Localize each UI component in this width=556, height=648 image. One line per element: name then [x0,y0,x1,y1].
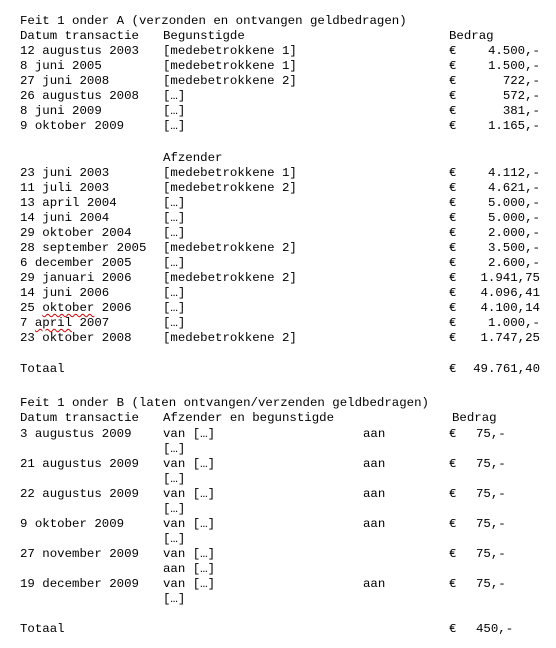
currency-symbol: € [449,44,457,58]
column-header-date: Datum transactie [20,29,139,43]
currency-symbol: € [449,316,457,330]
currency-symbol: € [449,89,457,103]
currency-symbol: € [449,211,457,225]
row-party: […] [163,301,186,315]
column-header-beneficiary: Begunstigde [163,29,245,43]
total-label-a: Totaal [20,362,65,376]
row-party: […] [163,316,186,330]
row-second-line: […] [163,592,186,606]
row-from: van […] [163,427,216,441]
row-party: [medebetrokkene 2] [163,271,297,285]
row-date: 19 december 2009 [20,577,139,591]
row-amount: 2.000,- [487,226,540,240]
row-party: […] [163,226,186,240]
row-party: [medebetrokkene 2] [163,181,297,195]
row-date-year: 2006 [94,301,132,315]
row-date: 9 oktober 2009 [20,119,125,133]
row-date: 6 december 2005 [20,256,132,270]
row-party: […] [163,119,186,133]
spellcheck-marked-word: april [34,316,73,330]
total-amount-a: 49.761,40 [473,362,540,376]
row-date: 11 juli 2003 [20,181,110,195]
section-a-title: Feit 1 onder A (verzonden en ontvangen geldbedragen) [20,14,407,28]
section-b-title: Feit 1 onder B (laten ontvangen/verzenden geldbedragen) [20,396,429,410]
sender-header: Afzender [163,151,223,165]
row-to-label: aan [363,487,386,501]
row-amount: 722,- [502,74,540,88]
row-from: van […] [163,547,216,561]
row-date: 14 juni 2004 [20,211,110,225]
row-date: 12 augustus 2003 [20,44,139,58]
row-amount: 1.500,- [487,59,540,73]
row-to-label: aan [363,577,386,591]
row-from: van […] [163,517,216,531]
row-amount: 1.747,25 [480,331,540,345]
row-date: 27 november 2009 [20,547,139,561]
currency-symbol: € [449,577,457,591]
currency-symbol: € [449,104,457,118]
row-second-line: […] [163,472,186,486]
row-amount: 381,- [502,104,540,118]
row-amount: 75,- [476,517,506,531]
row-party: […] [163,256,186,270]
column-header-parties-b: Afzender en begunstigde [163,411,335,425]
row-date [20,316,109,331]
row-amount: 5.000,- [487,196,540,210]
row-to-label: aan [363,427,386,441]
currency-symbol: € [449,487,457,501]
currency-symbol: € [449,74,457,88]
currency-symbol: € [449,271,457,285]
currency-symbol: € [449,622,457,636]
currency-symbol: € [449,286,457,300]
currency-symbol: € [449,331,457,345]
row-amount: 75,- [476,427,506,441]
row-party: […] [163,104,186,118]
currency-symbol: € [449,362,457,376]
row-date: 23 juni 2003 [20,166,110,180]
currency-symbol: € [449,196,457,210]
row-from: van […] [163,487,216,501]
row-date: 23 oktober 2008 [20,331,132,345]
row-date: 22 augustus 2009 [20,487,139,501]
row-date-year: 2007 [72,316,110,330]
row-party: [medebetrokkene 1] [163,166,297,180]
row-amount: 4.621,- [487,181,540,195]
currency-symbol: € [449,427,457,441]
row-party: […] [163,286,186,300]
total-amount-b: 450,- [476,622,514,636]
currency-symbol: € [449,166,457,180]
row-to-label: aan [363,457,386,471]
row-date: 21 augustus 2009 [20,457,139,471]
row-date: 8 juni 2005 [20,59,102,73]
row-date-day: 25 [20,301,43,315]
spellcheck-marked-word: oktober [42,301,95,315]
row-date: 8 juni 2009 [20,104,102,118]
currency-symbol: € [449,547,457,561]
row-date: 3 augustus 2009 [20,427,132,441]
row-amount: 3.500,- [487,241,540,255]
row-amount: 75,- [476,577,506,591]
row-from: van […] [163,577,216,591]
row-party: [medebetrokkene 2] [163,74,297,88]
row-second-line: […] [163,532,186,546]
row-amount: 4.096,41 [480,286,540,300]
row-party: [medebetrokkene 2] [163,241,297,255]
row-amount: 572,- [502,89,540,103]
row-party: […] [163,196,186,210]
row-second-line: […] [163,442,186,456]
row-second-line: aan […] [163,562,216,576]
row-party: […] [163,211,186,225]
row-amount: 2.600,- [487,256,540,270]
row-amount: 1.000,- [487,316,540,330]
row-date: 13 april 2004 [20,196,117,210]
row-from: van […] [163,457,216,471]
row-date: 29 januari 2006 [20,271,132,285]
row-amount: 75,- [476,457,506,471]
row-date [20,301,132,316]
currency-symbol: € [449,517,457,531]
currency-symbol: € [449,119,457,133]
row-date: 29 oktober 2004 [20,226,132,240]
row-date: 27 juni 2008 [20,74,110,88]
row-date: 28 september 2005 [20,241,147,255]
currency-symbol: € [449,256,457,270]
row-date: 26 augustus 2008 [20,89,139,103]
column-header-amount-b: Bedrag [452,411,497,425]
row-party: [medebetrokkene 2] [163,331,297,345]
row-party: [medebetrokkene 1] [163,59,297,73]
currency-symbol: € [449,59,457,73]
row-amount: 1.941,75 [480,271,540,285]
row-amount: 4.112,- [487,166,540,180]
row-amount: 4.500,- [487,44,540,58]
row-amount: 4.100,14 [480,301,540,315]
column-header-amount: Bedrag [449,29,494,43]
row-date: 14 juni 2006 [20,286,110,300]
row-to-label: aan [363,517,386,531]
currency-symbol: € [449,181,457,195]
row-amount: 1.165,- [487,119,540,133]
row-date: 9 oktober 2009 [20,517,125,531]
currency-symbol: € [449,241,457,255]
row-date-day: 7 [20,316,35,330]
currency-symbol: € [449,301,457,315]
total-label-b: Totaal [20,622,65,636]
row-second-line: […] [163,502,186,516]
row-amount: 5.000,- [487,211,540,225]
row-amount: 75,- [476,487,506,501]
row-amount: 75,- [476,547,506,561]
row-party: […] [163,89,186,103]
currency-symbol: € [449,226,457,240]
currency-symbol: € [449,457,457,471]
row-party: [medebetrokkene 1] [163,44,297,58]
column-header-date-b: Datum transactie [20,411,139,425]
